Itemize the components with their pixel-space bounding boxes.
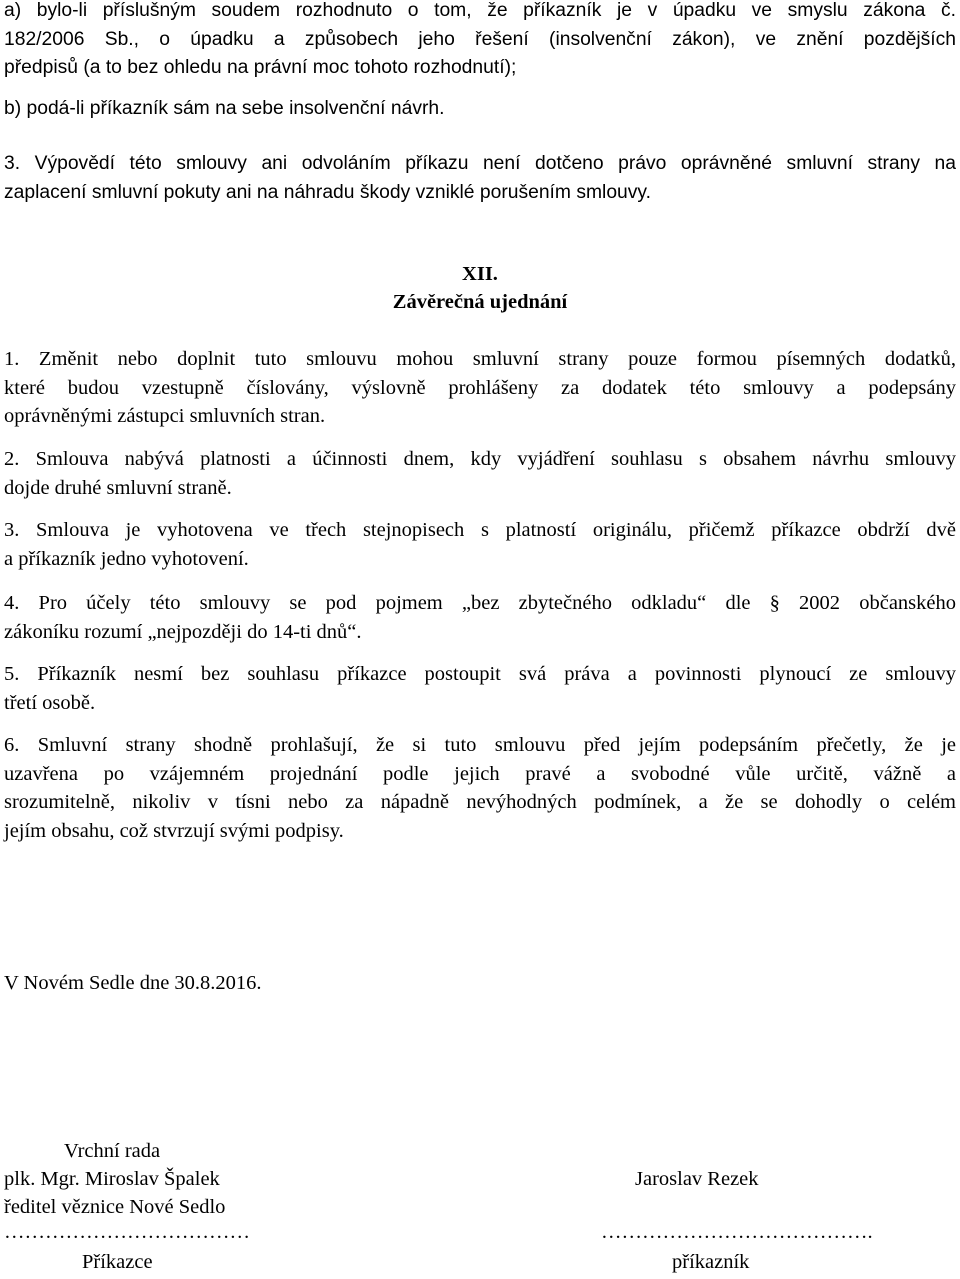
provision-line: které budou vzestupně číslovány, výslovně prohlášeny za dodatek této smlouvy a podepsány [4, 376, 956, 399]
provision-line: zákoníku rozumí „nejpozději do 14-ti dnů“. [4, 620, 362, 643]
clause-b [4, 95, 956, 123]
clause-3-line: 3. Výpovědí této smlouvy ani odvoláním příkazu není dotčeno právo oprávněné smluvní strany na [4, 153, 956, 174]
provision-line: jejím obsahu, což stvrzují svými podpisy. [4, 819, 344, 842]
signature-line-left: ……………………………… [4, 1221, 250, 1243]
clause-a [4, 0, 956, 83]
provision-5 [4, 660, 956, 717]
provision-line: a příkazník jedno vyhotovení. [4, 547, 249, 570]
signatory-left-position: ředitel věznice Nové Sedlo [4, 1196, 226, 1218]
section-number: XII. [462, 263, 498, 285]
clause-a-line: a) bylo-li příslušným soudem rozhodnuto o tom, že příkazník je v úpadku ve smyslu zákona č. [4, 0, 956, 21]
provision-line: 6. Smluvní strany shodně prohlašují, že si tuto smlouvu před jejím podepsáním přečetly, že je [4, 734, 956, 756]
provision-3 [4, 516, 956, 573]
provision-line: uzavřena po vzájemném projednání podle jejich pravé a svobodné vůle určitě, vážně a [4, 762, 956, 785]
provision-line: 5. Příkazník nesmí bez souhlasu příkazce postoupit svá práva a povinnosti plynoucí ze smlouvy [4, 663, 956, 685]
clause-a-line: 182/2006 Sb., o úpadku a způsobech jeho řešení (insolvenční zákon), ve znění pozdějších [4, 28, 956, 50]
provision-2 [4, 445, 956, 502]
clause-3-termination [4, 150, 956, 207]
provision-4 [4, 589, 956, 646]
clause-3-line: zaplacení smluvní pokuty ani na náhradu škody vzniklé porušením smlouvy. [4, 181, 651, 203]
clause-a-line: předpisů (a to bez ohledu na právní moc tohoto rozhodnutí); [4, 57, 517, 78]
signatory-right-role: příkazník [672, 1251, 750, 1273]
provision-line: 3. Smlouva je vyhotovena ve třech stejnopisech s platností originálu, přičemž příkazce obdrží dvě [4, 519, 956, 541]
provision-line: oprávněnými zástupci smluvních stran. [4, 405, 326, 428]
provision-line: 2. Smlouva nabývá platnosti a účinnosti dnem, kdy vyjádření souhlasu s obsahem návrhu smlouvy [4, 448, 956, 470]
provision-line: 1. Změnit nebo doplnit tuto smlouvu mohou smluvní strany pouze formou písemných dodatků, [4, 348, 956, 370]
signatory-left-name: plk. Mgr. Miroslav Špalek [4, 1168, 220, 1190]
provision-1 [4, 345, 956, 431]
signatory-left-role: Příkazce [82, 1251, 153, 1273]
place-date: V Novém Sedle dne 30.8.2016. [4, 972, 262, 994]
provision-line: dojde druhé smluvní straně. [4, 476, 232, 499]
section-title: Závěrečná ujednání [392, 291, 568, 313]
provision-line: srozumitelně, nikoliv v tísni nebo za nápadně nevýhodných podmínek, a že se dohodly o celém [4, 791, 956, 814]
signature-line-right: …………………………………. [601, 1221, 873, 1243]
document-page [4, 0, 956, 1279]
provision-6 [4, 731, 956, 845]
provision-line: třetí osobě. [4, 691, 96, 714]
signatory-right-name: Jaroslav Rezek [635, 1168, 759, 1190]
provision-line: 4. Pro účely této smlouvy se pod pojmem „bez zbytečného odkladu“ dle § 2002 občanského [4, 592, 956, 614]
signatory-left-title: Vrchní rada [64, 1140, 161, 1162]
clause-b-text: b) podá-li příkazník sám na sebe insolvenční návrh. [4, 98, 445, 119]
